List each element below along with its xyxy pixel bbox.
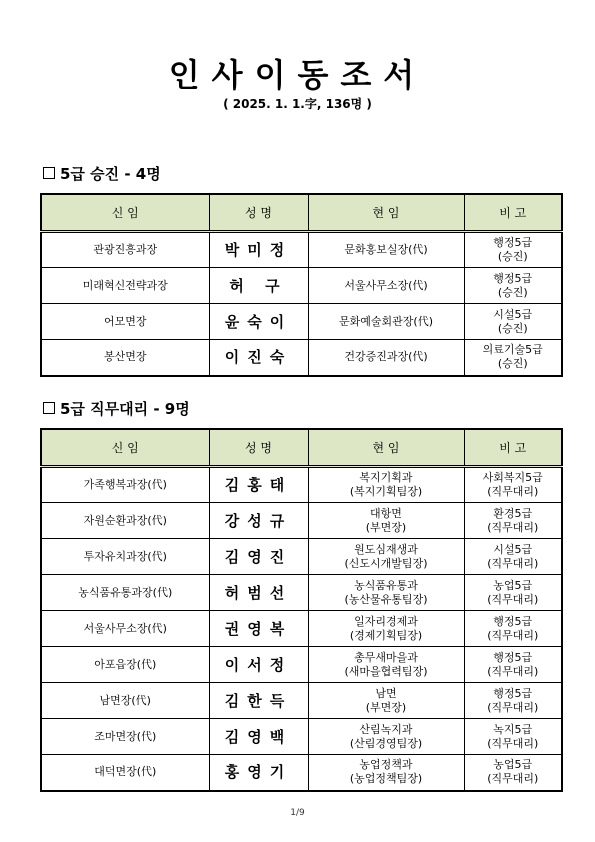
header-new-position: 신 임 (41, 194, 209, 232)
current-position-cell (308, 539, 464, 575)
current-position-cell-line1: 농식품유통과 (354, 578, 418, 592)
current-position-cell (308, 611, 464, 647)
person-name-cell: 윤숙이 (209, 304, 308, 340)
current-position-cell (308, 503, 464, 539)
note-cell-line2: (직무대리) (487, 592, 539, 606)
note-cell (464, 683, 562, 719)
section-heading-promotion (43, 163, 161, 184)
current-position-cell (308, 719, 464, 755)
note-cell (464, 575, 562, 611)
current-position-cell: 서울사무소장(代) (308, 268, 464, 304)
new-position-cell: 아포읍장(代) (41, 647, 209, 683)
current-position-cell-line2: (경제기획팀장) (349, 628, 423, 642)
note-cell (464, 503, 562, 539)
note-cell-line1: 행정5급 (493, 686, 533, 700)
current-position-cell (308, 683, 464, 719)
table-header-row (41, 194, 562, 232)
new-position-cell: 가족행복과장(代) (41, 467, 209, 503)
promotion-table (40, 193, 563, 377)
person-name-cell: 김영진 (209, 539, 308, 575)
new-position-cell: 봉산면장 (41, 340, 209, 376)
new-position-cell: 어모면장 (41, 304, 209, 340)
person-name-cell: 이진숙 (209, 340, 308, 376)
acting-table (40, 428, 563, 792)
person-name-cell: 김한득 (209, 683, 308, 719)
person-name-cell: 허범선 (209, 575, 308, 611)
person-name-cell: 이서정 (209, 647, 308, 683)
note-cell-line2: (승진) (497, 321, 528, 335)
checkbox-square-icon (43, 402, 55, 414)
note-cell-line1: 행정5급 (493, 614, 533, 628)
person-name-cell: 홍영기 (209, 755, 308, 791)
new-position-cell: 농식품유통과장(代) (41, 575, 209, 611)
table-row (41, 719, 562, 755)
new-position-cell: 투자유치과장(代) (41, 539, 209, 575)
table-row (41, 575, 562, 611)
note-cell (464, 611, 562, 647)
current-position-cell-line1: 복지기획과 (359, 471, 413, 484)
note-cell-line2: (승진) (497, 357, 528, 371)
table-row (41, 647, 562, 683)
note-cell-line1: 농업5급 (493, 758, 533, 772)
table-row (41, 467, 562, 503)
table-row (41, 232, 562, 268)
note-cell-line1: 시설5급 (493, 542, 533, 556)
current-position-cell-line2: (농업정책팀장) (349, 772, 423, 786)
current-position-cell-line1: 대항면 (370, 506, 402, 520)
note-cell-line1: 행정5급 (493, 236, 533, 249)
note-cell (464, 232, 562, 268)
header-current-position: 현 임 (308, 429, 464, 467)
new-position-cell: 관광진흥과장 (41, 232, 209, 268)
note-cell (464, 268, 562, 304)
table-row (41, 611, 562, 647)
header-name: 성 명 (209, 194, 308, 232)
note-cell-line1: 사회복지5급 (482, 471, 543, 484)
checkbox-square-icon (43, 167, 55, 179)
note-cell (464, 467, 562, 503)
table-row (41, 755, 562, 791)
note-cell-line2: (직무대리) (487, 772, 539, 786)
new-position-cell: 남면장(代) (41, 683, 209, 719)
current-position-cell-line1: 산림녹지과 (359, 722, 413, 736)
current-position-cell-line1: 남면 (375, 686, 397, 700)
table-row (41, 268, 562, 304)
page-number: 1/9 (290, 808, 305, 818)
note-cell-line1: 행정5급 (493, 271, 533, 285)
current-position-cell-line2: (부면장) (365, 700, 407, 714)
note-cell-line1: 농업5급 (493, 578, 533, 592)
note-cell-line1: 환경5급 (493, 506, 533, 520)
current-position-cell: 문화홍보실장(代) (308, 232, 464, 268)
header-note: 비 고 (464, 194, 562, 232)
note-cell (464, 304, 562, 340)
current-position-cell-line1: 농업정책과 (359, 758, 413, 772)
current-position-cell-line2: (복지기획팀장) (349, 485, 423, 498)
table-row (41, 539, 562, 575)
note-cell-line2: (직무대리) (487, 485, 539, 498)
note-cell-line1: 의료기술5급 (482, 343, 543, 357)
person-name-cell: 권영복 (209, 611, 308, 647)
note-cell-line2: (승진) (497, 285, 528, 299)
note-cell-line2: (직무대리) (487, 700, 539, 714)
header-current-position: 현 임 (308, 194, 464, 232)
table-row (41, 304, 562, 340)
note-cell-line1: 행정5급 (493, 650, 533, 664)
person-name-cell: 김홍태 (209, 467, 308, 503)
table-row (41, 683, 562, 719)
note-cell-line1: 시설5급 (493, 307, 533, 321)
document-title: 인사이동조서 (168, 56, 427, 94)
note-cell (464, 340, 562, 376)
new-position-cell: 미래혁신전략과장 (41, 268, 209, 304)
new-position-cell: 서울사무소장(代) (41, 611, 209, 647)
current-position-cell: 문화예술회관장(代) (308, 304, 464, 340)
current-position-cell: 건강증진과장(代) (308, 340, 464, 376)
note-cell-line1: 녹지5급 (493, 722, 533, 736)
current-position-cell (308, 647, 464, 683)
table-header-row (41, 429, 562, 467)
current-position-cell-line2: (산림경영팀장) (349, 736, 423, 750)
note-cell-line2: (직무대리) (487, 556, 539, 570)
current-position-cell-line2: (농산물유통팀장) (344, 592, 428, 606)
current-position-cell-line1: 일자리경제과 (354, 614, 418, 628)
new-position-cell: 조마면장(代) (41, 719, 209, 755)
note-cell-line2: (승진) (497, 250, 528, 263)
header-name: 성 명 (209, 429, 308, 467)
current-position-cell (308, 467, 464, 503)
current-position-cell (308, 575, 464, 611)
note-cell (464, 539, 562, 575)
header-new-position: 신 임 (41, 429, 209, 467)
note-cell-line2: (직무대리) (487, 628, 539, 642)
note-cell (464, 647, 562, 683)
person-name-cell: 강성규 (209, 503, 308, 539)
document-subtitle: ( 2025. 1. 1.字, 136명 ) (223, 97, 372, 111)
section-heading-acting (43, 398, 190, 419)
note-cell (464, 719, 562, 755)
header-note: 비 고 (464, 429, 562, 467)
current-position-cell-line2: (새마을협력팀장) (344, 664, 428, 678)
table-row (41, 340, 562, 376)
new-position-cell: 자원순환과장(代) (41, 503, 209, 539)
new-position-cell: 대덕면장(代) (41, 755, 209, 791)
section-heading-text: 5급 승진 - 4명 (60, 165, 161, 183)
current-position-cell-line1: 원도심재생과 (354, 542, 418, 556)
table-row (41, 503, 562, 539)
section-heading-text: 5급 직무대리 - 9명 (60, 400, 190, 418)
person-name-cell: 허 구 (209, 268, 308, 304)
current-position-cell-line2: (부면장) (365, 520, 407, 534)
current-position-cell (308, 755, 464, 791)
note-cell-line2: (직무대리) (487, 736, 539, 750)
person-name-cell: 박미정 (209, 232, 308, 268)
current-position-cell-line1: 총무새마을과 (354, 650, 418, 664)
person-name-cell: 김영백 (209, 719, 308, 755)
note-cell-line2: (직무대리) (487, 520, 539, 534)
note-cell-line2: (직무대리) (487, 664, 539, 678)
current-position-cell-line2: (신도시개발팀장) (344, 556, 428, 570)
note-cell (464, 755, 562, 791)
